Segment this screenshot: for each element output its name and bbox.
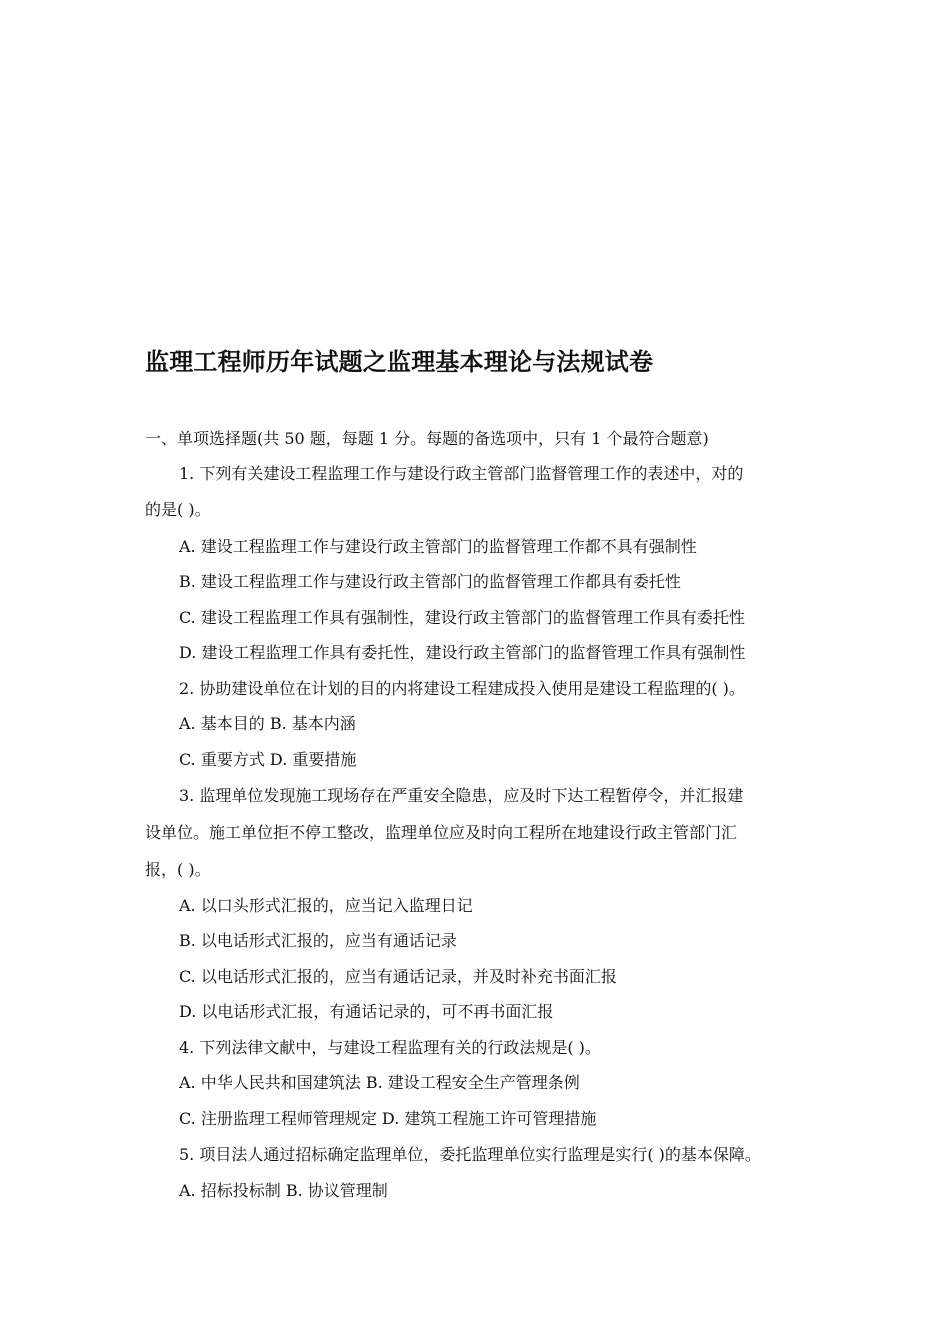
question-3-stem-line-1: 3. 监理单位发现施工现场存在严重安全隐患，应及时下达工程暂停令，并汇报建 — [179, 786, 744, 805]
document-title: 监理工程师历年试题之监理基本理论与法规试卷 — [145, 347, 654, 376]
question-3-option-c: C. 以电话形式汇报的，应当有通话记录，并及时补充书面汇报 — [179, 967, 617, 986]
question-1-option-a: A. 建设工程监理工作与建设行政主管部门的监督管理工作都不具有强制性 — [179, 537, 697, 556]
question-4-stem-line-1: 4. 下列法律文献中，与建设工程监理有关的行政法规是( )。 — [179, 1038, 601, 1057]
question-3-stem-line-2: 设单位。施工单位拒不停工整改，监理单位应及时向工程所在地建设行政主管部门汇 — [145, 823, 738, 842]
question-1-option-c: C. 建设工程监理工作具有强制性，建设行政主管部门的监督管理工作具有委托性 — [179, 608, 745, 627]
question-2-stem-line-1: 2. 协助建设单位在计划的目的内将建设工程建成投入使用是建设工程监理的( )。 — [179, 679, 745, 698]
question-3-option-a: A. 以口头形式汇报的，应当记入监理日记 — [179, 896, 473, 915]
question-3-option-b: B. 以电话形式汇报的，应当有通话记录 — [179, 931, 457, 950]
question-1-option-b: B. 建设工程监理工作与建设行政主管部门的监督管理工作都具有委托性 — [179, 572, 681, 591]
question-1-stem-line-2: 的是( )。 — [145, 500, 211, 519]
section-heading: 一、单项选择题(共 50 题，每题 1 分。每题的备选项中，只有 1 个最符合题意) — [145, 429, 709, 448]
question-5-options-row-1: A. 招标投标制 B. 协议管理制 — [179, 1181, 388, 1200]
question-2-options-row-2: C. 重要方式 D. 重要措施 — [179, 750, 357, 769]
question-4-options-row-2: C. 注册监理工程师管理规定 D. 建筑工程施工许可管理措施 — [179, 1109, 597, 1128]
question-2-options-row-1: A. 基本目的 B. 基本内涵 — [179, 714, 356, 733]
question-1-option-d: D. 建设工程监理工作具有委托性，建设行政主管部门的监督管理工作具有强制性 — [179, 643, 746, 662]
question-4-options-row-1: A. 中华人民共和国建筑法 B. 建设工程安全生产管理条例 — [179, 1073, 580, 1092]
question-3-option-d: D. 以电话形式汇报，有通话记录的，可不再书面汇报 — [179, 1002, 554, 1021]
question-5-stem-line-1: 5. 项目法人通过招标确定监理单位，委托监理单位实行监理是实行( )的基本保障。 — [179, 1145, 761, 1164]
question-1-stem-line-1: 1. 下列有关建设工程监理工作与建设行政主管部门监督管理工作的表述中，对的 — [179, 464, 744, 483]
question-3-stem-line-3: 报，( )。 — [145, 860, 211, 879]
